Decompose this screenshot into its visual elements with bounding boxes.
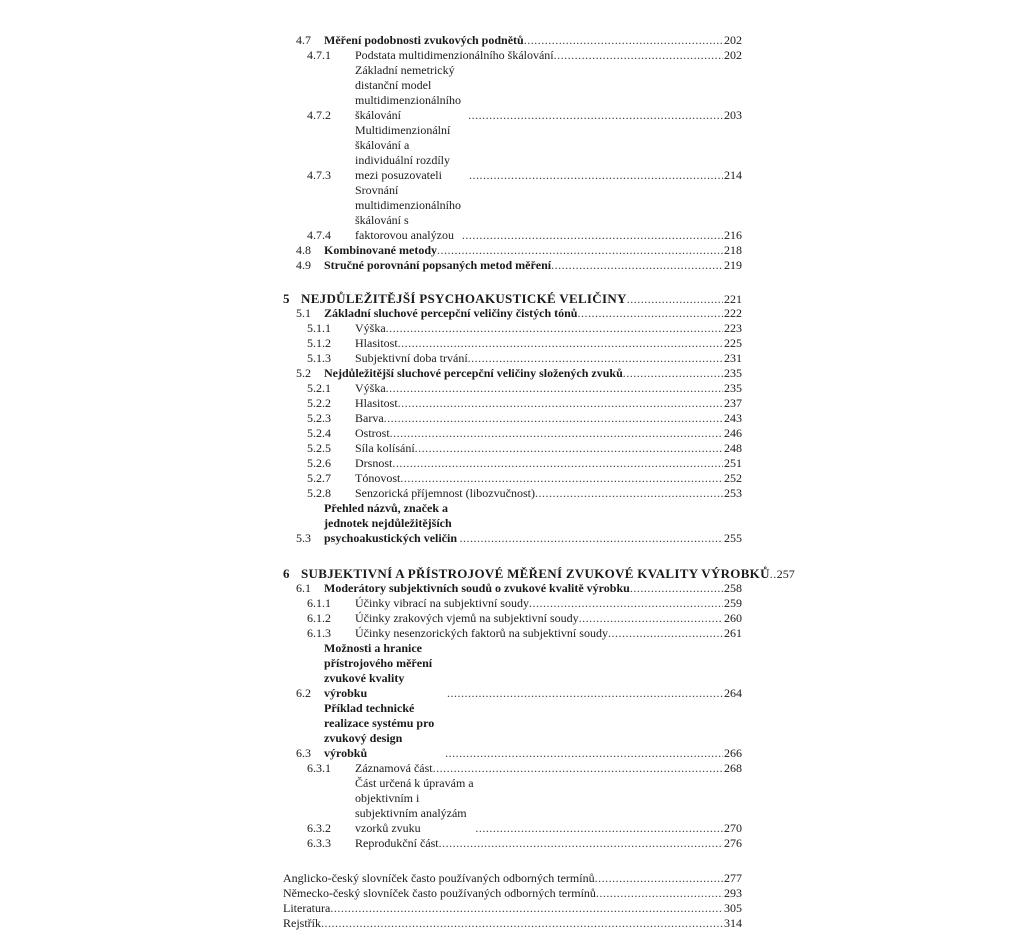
toc-entry-number: 6 — [283, 566, 290, 581]
toc-entry-title: Senzorická příjemnost (libozvučnost) — [355, 486, 535, 500]
toc-entry-title: Hlasitost — [355, 336, 398, 350]
toc-entry-title: Německo-český slovníček často používaných odborných termínů — [283, 886, 596, 900]
toc-entry — [277, 441, 742, 456]
dot-leader — [596, 886, 723, 901]
toc-entry — [277, 701, 742, 761]
toc-entry — [277, 123, 742, 183]
toc-entry-title: Reprodukční část — [355, 836, 439, 850]
toc-entry-page: 257 — [776, 567, 795, 581]
toc-entry-page: 314 — [724, 916, 742, 930]
toc-entry-page: 261 — [724, 626, 742, 640]
toc-entry — [277, 321, 742, 336]
toc-entry-number: 6.3.2 — [307, 821, 331, 835]
toc-block-4 — [277, 33, 742, 273]
toc-entry — [277, 761, 742, 776]
toc-entry-number: 6.3.3 — [307, 836, 331, 850]
toc-entry-number: 5.2.6 — [307, 456, 331, 470]
dot-leader — [627, 292, 723, 307]
dot-leader — [623, 366, 723, 381]
toc-entry — [277, 183, 742, 243]
toc-entry-page: 251 — [724, 456, 742, 470]
toc-entry-page: 264 — [724, 686, 742, 700]
toc-entry — [277, 411, 742, 426]
toc-entry-title: NEJDŮLEŽITĚJŠÍ PSYCHOAKUSTICKÉ VELIČINY — [301, 291, 627, 306]
toc-entry-page: 268 — [724, 761, 742, 775]
toc-entry — [277, 596, 742, 611]
toc-entry — [277, 566, 795, 581]
section-gap — [277, 546, 742, 566]
toc-entry-title: Účinky vibrací na subjektivní soudy — [355, 596, 529, 610]
toc-entry-page: 270 — [724, 821, 742, 835]
dot-leader — [390, 426, 723, 441]
dot-leader — [469, 168, 723, 183]
toc-entry-number: 4.7.4 — [307, 228, 331, 242]
toc-entry — [277, 396, 742, 411]
toc-block-6 — [277, 566, 795, 851]
dot-leader — [386, 321, 723, 336]
toc-entry-page: 248 — [724, 441, 742, 455]
toc-entry-number: 6.1.1 — [307, 596, 331, 610]
toc-entry — [277, 243, 742, 258]
dot-leader — [330, 901, 723, 916]
toc-entry — [277, 776, 742, 836]
toc-entry-title: Základní nemetrický distanční model multidimenzionálního škálování — [355, 63, 461, 122]
toc-entry — [277, 626, 742, 641]
toc-entry-number: 6.1 — [296, 581, 311, 595]
dot-leader — [384, 411, 723, 426]
toc-entry-page: 231 — [724, 351, 742, 365]
toc-entry — [277, 366, 742, 381]
toc-entry-page: 216 — [724, 228, 742, 242]
dot-leader — [579, 611, 723, 626]
toc-entry — [277, 426, 742, 441]
toc-entry-page: 258 — [724, 581, 742, 595]
dot-leader — [551, 258, 723, 273]
toc-entry-number: 5.2.4 — [307, 426, 331, 440]
toc-entry-title: Srovnání multidimenzionálního škálování s faktorovou analýzou — [355, 183, 461, 242]
toc-entry-title: Literatura — [283, 901, 331, 915]
toc-entry — [277, 336, 742, 351]
toc-entry-number: 5.1.2 — [307, 336, 331, 350]
toc-entry-number: 5 — [283, 291, 290, 306]
toc-entry-title: Barva — [355, 411, 384, 425]
toc-entry-page: 246 — [724, 426, 742, 440]
dot-leader — [554, 48, 723, 63]
dot-leader — [462, 228, 723, 243]
dot-leader — [630, 581, 723, 596]
toc-entry — [277, 351, 742, 366]
toc-entry — [277, 486, 742, 501]
dot-leader — [468, 108, 723, 123]
toc-entry-page: 222 — [724, 306, 742, 320]
toc-entry-title: Nejdůležitější sluchové percepční veličiny složených zvuků — [324, 366, 623, 380]
toc-entry — [277, 871, 742, 886]
toc-entry — [277, 33, 742, 48]
toc-block-5 — [277, 291, 742, 546]
toc-entry-title: Subjektivní doba trvání — [355, 351, 468, 365]
toc-entry-title: Možnosti a hranice přístrojového měření zvukové kvality výrobku — [324, 641, 433, 700]
dot-leader — [460, 531, 723, 546]
toc-entry-title: Výška — [355, 321, 386, 335]
toc-entry-title: Účinky zrakových vjemů na subjektivní soudy — [355, 611, 579, 625]
toc-entry-page: 202 — [724, 33, 742, 47]
toc-entry-title: Hlasitost — [355, 396, 398, 410]
toc-entry-number: 4.7 — [296, 33, 311, 47]
toc-entry-title: Síla kolísání — [355, 441, 415, 455]
dot-leader — [437, 243, 723, 258]
toc-entry-page: 235 — [724, 381, 742, 395]
dot-leader — [415, 441, 723, 456]
dot-leader — [577, 306, 723, 321]
toc-entry-page: 266 — [724, 746, 742, 760]
dot-leader — [321, 916, 723, 931]
dot-leader — [529, 596, 723, 611]
toc-entry — [277, 886, 742, 901]
dot-leader — [398, 396, 723, 411]
dot-leader — [445, 746, 723, 761]
toc-entry-number: 6.3 — [296, 746, 311, 760]
toc-entry — [277, 306, 742, 321]
toc-entry-page: 202 — [724, 48, 742, 62]
toc-entry-number: 6.1.3 — [307, 626, 331, 640]
toc-entry-number: 5.2.8 — [307, 486, 331, 500]
toc-entry-title: Přehled názvů, značek a jednotek nejdůležitějších psychoakustických veličin — [324, 501, 458, 545]
toc-entry — [277, 471, 742, 486]
toc-entry-page: 259 — [724, 596, 742, 610]
toc-entry-page: 237 — [724, 396, 742, 410]
toc-entry-page: 276 — [724, 836, 742, 850]
toc-entry-number: 5.2.1 — [307, 381, 331, 395]
dot-leader — [595, 871, 723, 886]
toc-entry — [277, 581, 742, 596]
dot-leader — [475, 821, 723, 836]
dot-leader — [392, 456, 723, 471]
dot-leader — [535, 486, 723, 501]
toc-entry-title: SUBJEKTIVNÍ A PŘÍSTROJOVÉ MĚŘENÍ ZVUKOVÉ KVALITY VÝROBKŮ — [301, 566, 770, 581]
toc-entry-title: Multidimenzionální škálování a individuální rozdíly mezi posuzovateli — [355, 123, 451, 182]
toc-entry-page: 277 — [724, 871, 742, 885]
toc-entry-page: 293 — [724, 886, 742, 900]
toc-entry-title: Účinky nesenzorických faktorů na subjektivní soudy — [355, 626, 608, 640]
toc-entry — [277, 836, 742, 851]
toc-entry-number: 5.3 — [296, 531, 311, 545]
toc-entry-number: 6.2 — [296, 686, 311, 700]
toc-entry-number: 4.7.2 — [307, 108, 331, 122]
toc-entry — [277, 501, 742, 546]
toc-entry-page: 203 — [724, 108, 742, 122]
toc-entry-page: 218 — [724, 243, 742, 257]
section-gap — [277, 273, 742, 291]
toc-entry — [277, 916, 742, 931]
toc-entry — [277, 901, 742, 916]
toc-entry — [277, 291, 742, 306]
toc-entry-title: Výška — [355, 381, 386, 395]
section-gap — [277, 851, 742, 871]
toc-entry-title: Záznamová část — [355, 761, 433, 775]
toc-entry-page: 214 — [724, 168, 742, 182]
toc-entry-number: 5.2.2 — [307, 396, 331, 410]
toc-entry-page: 219 — [724, 258, 742, 272]
toc-entry-number: 4.7.1 — [307, 48, 331, 62]
toc-entry-page: 223 — [724, 321, 742, 335]
toc-entry-number: 4.8 — [296, 243, 311, 257]
toc-block-appendix — [277, 871, 742, 931]
dot-leader — [447, 686, 723, 701]
toc-entry-title: Měření podobnosti zvukových podnětů — [324, 33, 524, 47]
toc-entry-title: Kombinované metody — [324, 243, 438, 257]
toc-entry-title: Část určená k úpravám a objektivním i subjektivním analýzám vzorků zvuku — [355, 776, 474, 835]
toc-entry-title: Stručné porovnání popsaných metod měření — [324, 258, 552, 272]
toc-entry-title: Drsnost — [355, 456, 393, 470]
toc-entry-number: 5.1.1 — [307, 321, 331, 335]
toc-entry-page: 221 — [724, 292, 742, 306]
dot-leader — [400, 471, 723, 486]
toc-entry — [277, 258, 742, 273]
toc-entry-title: Tónovost — [355, 471, 401, 485]
toc-entry-title: Ostrost — [355, 426, 390, 440]
toc-entry-number: 5.2 — [296, 366, 311, 380]
toc-entry — [277, 456, 742, 471]
toc-entry-page: 260 — [724, 611, 742, 625]
toc-entry-number: 5.2.5 — [307, 441, 331, 455]
dot-leader — [386, 381, 723, 396]
toc-entry-number: 5.2.3 — [307, 411, 331, 425]
toc-entry — [277, 48, 742, 63]
toc-entry-title: Rejstřík — [283, 916, 321, 930]
dot-leader — [468, 351, 723, 366]
toc-entry — [277, 381, 742, 396]
toc-entry — [277, 611, 742, 626]
toc-entry-page: 243 — [724, 411, 742, 425]
toc-entry-title: Podstata multidimenzionálního škálování — [355, 48, 554, 62]
toc-entry — [277, 641, 742, 701]
toc-entry-number: 5.1.3 — [307, 351, 331, 365]
toc-entry-number: 6.3.1 — [307, 761, 331, 775]
dot-leader — [439, 836, 723, 851]
toc-entry-page: 255 — [724, 531, 742, 545]
toc-entry-number: 6.1.2 — [307, 611, 331, 625]
toc-entry-title: Příklad technické realizace systému pro zvukový design výrobků — [324, 701, 435, 760]
dot-leader — [398, 336, 723, 351]
toc-entry-page: 225 — [724, 336, 742, 350]
toc-entry-page: 253 — [724, 486, 742, 500]
toc-entry-page: 235 — [724, 366, 742, 380]
toc-entry-number: 5.1 — [296, 306, 311, 320]
toc-entry-page: 252 — [724, 471, 742, 485]
dot-leader — [608, 626, 723, 641]
toc-entry-title: Anglicko-český slovníček často používaných odborných termínů — [283, 871, 595, 885]
toc-entry-page: 305 — [724, 901, 742, 915]
dot-leader — [524, 33, 723, 48]
toc-entry-number: 4.9 — [296, 258, 311, 272]
toc-entry-title: Moderátory subjektivních soudů o zvukové kvalitě výrobku — [324, 581, 630, 595]
toc-entry-title: Základní sluchové percepční veličiny čistých tónů — [324, 306, 578, 320]
toc-entry-number: 5.2.7 — [307, 471, 331, 485]
dot-leader — [433, 761, 723, 776]
toc-entry — [277, 63, 742, 123]
table-of-contents — [277, 33, 795, 931]
toc-entry-number: 4.7.3 — [307, 168, 331, 182]
